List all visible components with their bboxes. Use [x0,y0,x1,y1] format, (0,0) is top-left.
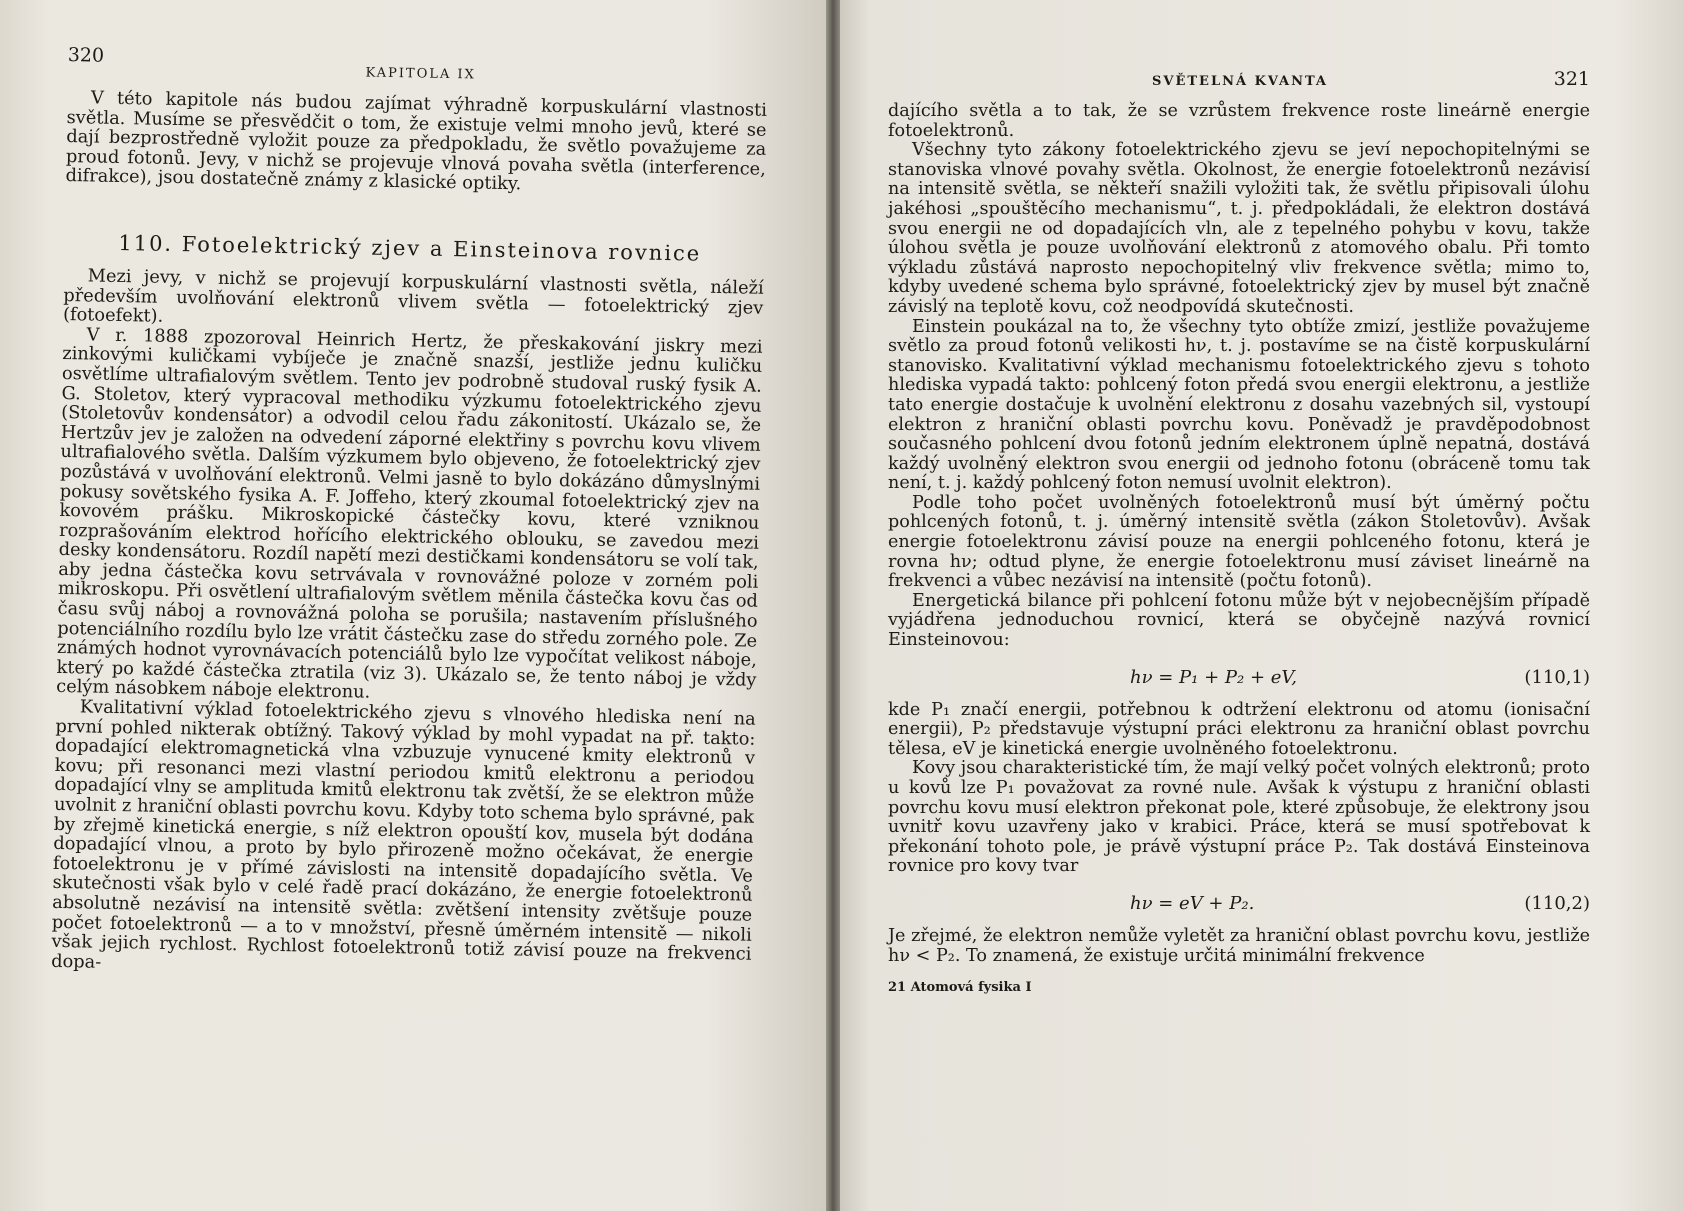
page-number: 321 [1553,68,1590,90]
equation-number: (110,2) [1524,892,1590,914]
running-head-title: SVĚTELNÁ KVANTA [1152,74,1328,89]
right-running-header [888,66,1590,102]
paragraph: Všechny tyto zákony fotoelektrického zjevu se jeví nepochopitelnými se stanoviska vlnové povahy světla. Okolnost, že energie fotoelektronů nezávisí na intensitě světla, se někteří snažili vyložiti tak, že světlu připisovali úlohu jakéhosi „spouštěcího mechanismu“, t. j. předpokládali, že elektron dostává svou energii ne od dopadajících vln, ale z tepelného pohybu v kovu, takže úlohou světla je pouze uvolňování elektronů z atomového obalu. Při tomto výkladu zůstává naprosto nepochopitelný vliv frekvence světla; mimo to, kdyby uvedené schema bylo správné, fotoelektrický zjev by musel být značně závislý na teplotě kovu, což neodpovídá skutečnosti. [888,140,1590,317]
paragraph: Einstein poukázal na to, že všechny tyto obtíže zmizí, jestliže považujeme světlo za proud fotonů velikosti hν, t. j. postavíme se na čistě korpuskulární stanovisko. Kvalitativní výklad mechanismu fotoelektrického zjevu s tohoto hlediska vypadá takto: pohlcený foton předá svou energii elektronu, a jestliže tato energie dostačuje k uvolnění elektronu z dosahu vazebných sil, vystoupí elektron z hraniční oblasti povrchu kovu. Poněvadž je pravděpodobnost současného pohlcení dvou fotonů jedním elektronem úplně nepatná, dostává každý uvolněný elektron svou energii od jednoho fotonu (obráceně tomu tak není, t. j. každý pohlcený foton nemusí uvolnit elektron). [888,316,1590,494]
running-head-title: KAPITOLA IX [365,65,476,83]
paragraph: V r. 1888 zpozoroval Heinrich Hertz, že přeskakování jiskry mezi zinkovými kuličkami vybíječe je značně snazší, jestliže jednu kuličku osvětlíme ultrafialovým světlem. Tento jev podrobně studoval ruský fysik A. G. Stoletov, který vypracoval methodiku výzkumu fotoelektrického zjevu (Stoletovův kondensátor) a odvodil celou řadu zákonitostí. Ukázalo se, že Hertzův jev je založen na odvedení záporné elektřiny s povrchu kovu vlivem ultrafialového světla. Dalším výzkumem bylo objeveno, že fotoelektrický zjev pozůstává v uvolňování elektronů. Velmi jasně to bylo dokázáno důmyslnými pokusy sovětského fysika A. F. Joffeho, který zkoumal fotoelektrický zjev na kovovém prášku. Mikroskopické částečky kovu, které vzniknou rozprašováním elektrod hořícího elektrického oblouku, se zavedou mezi desky kondensátoru. Rozdíl napětí mezi destičkami kondensátoru se volí tak, aby jedna částečka kovu setrvávala v rovnovážné poloze v zorném poli mikroskopu. Při osvětlení ultrafialovým světlem měnila částečka kovu čas od času svůj náboj a rovnovážná poloha se porušila; nastavením příslušného potenciálního rozdílu bylo lze vrátit částečku zase do středu zorného pole. Ze známých hodnot vyrovnávacích potenciálů bylo lze vypočítat velikost náboje, který po každé částečka ztratila (viz 3). Ukázalo se, že tento náboj je vždy celým násobkem náboje elektronu. [56,324,763,704]
equation-expression: hν = eV + P₂. [1130,892,1255,914]
paragraph: Je zřejmé, že elektron nemůže vyletět za hraniční oblast povrchu kovu, jestliže hν < P₂. To znamená, že existuje určitá minimální frekvence [888,925,1590,966]
book-gutter [826,0,840,1211]
page-footer: 21 Atomová fysika I [888,980,1032,996]
continuation-paragraph: dajícího světla a to tak, že se vzrůstem frekvence roste lineárně energie fotoelektronů. [888,101,1590,141]
paragraph: Mezi jevy, v nichž se projevují korpuskulární vlastnosti světla, náleží především uvolňování elektronů vlivem světla — fotoelektrický zjev (fotoefekt). [62,265,764,327]
right-page-content [888,66,1590,995]
page-number: 320 [67,44,105,67]
equation-number: (110,1) [1524,666,1590,688]
intro-paragraph: V této kapitole nás budou zajímat výhradně korpuskulární vlastnosti světla. Musíme se přesvědčit o tom, že existuje velmi mnoho jevů, které se dají bezprostředně vyložit pouze za předpokladu, že světlo považujeme za proud fotonů. Jevy, v nichž se projevuje vlnová povaha světla (interference, difrakce), jsou dostatečně známy z klasické optiky. [65,87,768,195]
paragraph: Kovy jsou charakteristické tím, že mají velký počet volných elektronů; proto u kovů lze P₁ považovat za rovné nule. Avšak k výstupu z hraniční oblasti povrchu kovu musí elektron překonat pole, které způsobuje, že elektrony jsou uvnitř kovu uzavřeny jako v krabici. Práce, která se musí spotřebovat k překonání tohoto pole, je právě výstupní práce P₂. Tak dostává Einsteinova rovnice pro kovy tvar [888,758,1590,877]
paragraph: kde P₁ značí energii, potřebnou k odtržení elektronu od atomu (ionisační energii), P₂ představuje výstupní práci elektronu za hraniční oblast povrchu tělesa, eV je kinetická energie uvolněného fotoelektronu. [888,699,1590,759]
paragraph: Podle toho počet uvolněných fotoelektronů musí být úměrný počtu pohlcených fotonů, t. j. úměrný intensitě světla (zákon Stoletovův). Avšak energie fotoelektronu závisí pouze na energii pohlceného fotonu, která je rovna hν; odtud plyne, že energie fotoelektronu musí záviset lineárně na frekvenci a vůbec nezávisí na intensitě (počtu fotonů). [888,492,1590,592]
equation-110-2 [888,883,1590,923]
left-page-content [51,44,768,984]
section-title: 110. Fotoelektrický zjev a Einsteinova rovnice [118,230,702,266]
equation-110-1 [888,657,1590,697]
paragraph: Kvalitativní výklad fotoelektrického zjevu s vlnového hlediska není na první pohled nikterak obtížný. Takový výklad by mohl vypadat na př. takto: dopadající elektromagnetická vlna vzbuzuje vynucené kmity elektronů v kovu; při resonanci mezi vlastní periodou kmitů elektronu a periodou dopadající vlny se amplituda kmitů elektronu tak zvětší, že se elektron může uvolnit z hraniční oblasti povrchu kovu. Kdyby toto schema bylo správné, pak by zřejmě kinetická energie, s níž elektron opouští kov, musela být dodána dopadající vlnou, a proto by bylo přirozeně možno očekávat, že energie fotoelektronu je v přímé závislosti na intensitě dopadajícího světla. Ve skutečnosti však bylo v celé řadě prací dokázáno, že energie fotoelektronů absolutně nezávisí na intensitě světla: zvětšení intensity zvětšuje pouze počet fotoelektronů — a to v množství, přesně úměrném intensitě — nikoli však jejich rychlost. Rychlost fotoelektronů totiž závisí pouze na frekvenci dopa- [50,696,756,973]
paragraph: Energetická bilance při pohlcení fotonu může být v nejobecnějším případě vyjádřena jednoduchou rovnicí, která se obyčejně nazývá rovnicí Einsteinovou: [888,590,1590,651]
equation-expression: hν = P₁ + P₂ + eV, [1130,666,1297,688]
